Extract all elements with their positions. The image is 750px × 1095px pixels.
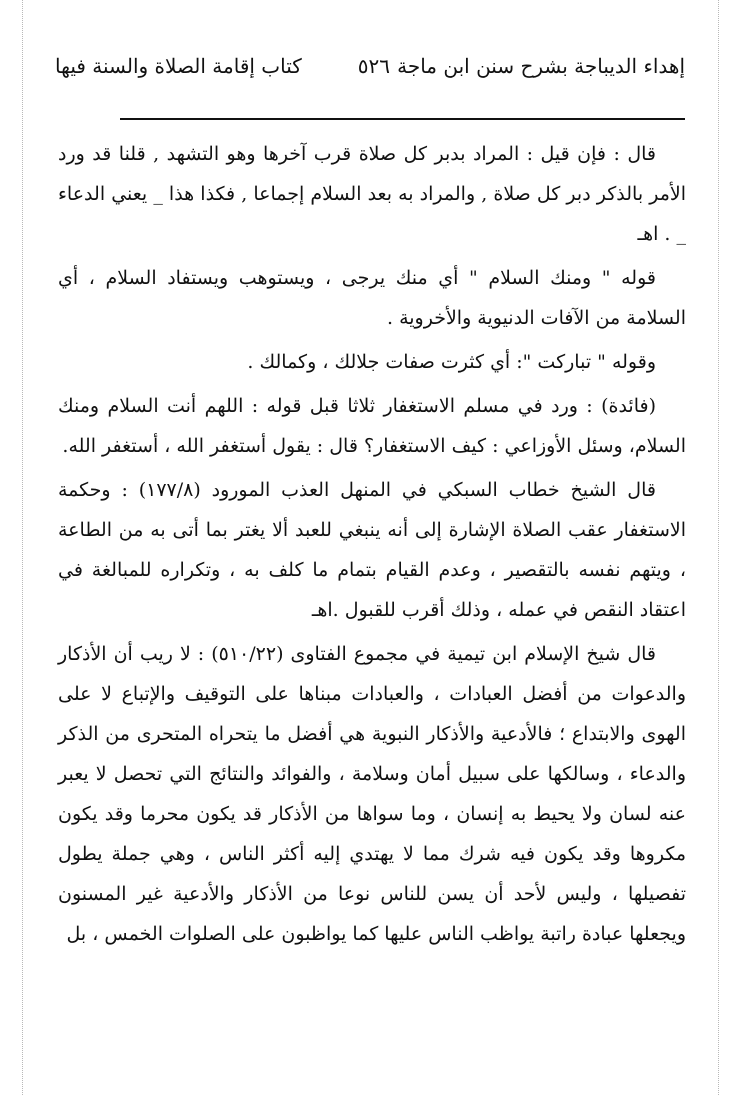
- body-text: [58, 134, 686, 958]
- paragraph-6: قال شيخ الإسلام ابن تيمية في مجموع الفتاوى (٥١٠/٢٢) : لا ريب أن الأذكار والدعوات من أفضل العبادات ، والعبادات مبناها على التوقيف والإتباع لا على الهوى والابتداع ؛ فالأدعية والأذكار النبوية هي أفضل ما يتحراه المتحرى من الذكر والدعاء ، وسالكها على سبيل أمان وسلامة ، والفوائد والنتائج التي تحصل لا يعبر عنه لسان ولا يحيط به إنسان ، وما سواها من الأذكار قد يكون محرما وقد يكون مكروها وقد يكون فيه شرك مما لا يهتدي إليه أكثر الناس ، وهي جملة يطول تفصيلها ، وليس لأحد أن يسن للناس نوعا من الأذكار والأدعية غير المسنون ويجعلها عبادة راتبة يواظب الناس عليها كما يواظبون على الصلوات الخمس ، بل: [58, 643, 686, 945]
- header-divider: [120, 118, 685, 120]
- page-header: [55, 50, 685, 86]
- paragraph-1: قال : فإن قيل : المراد بدبر كل صلاة قرب آخرها وهو التشهد , قلنا قد ورد الأمر بالذكر دبر كل صلاة , والمراد به بعد السلام إجماعا , فكذا هذا _ يعني الدعاء _ . اهـ: [58, 143, 686, 245]
- page-number: ٥٢٦: [357, 54, 390, 78]
- paragraph-2: قوله " ومنك السلام " أي منك يرجى ، ويستوهب ويستفاد السلام ، أي السلامة من الآفات الدنيوية والأخروية .: [58, 267, 686, 329]
- chapter-title: كتاب إقامة الصلاة والسنة فيها: [55, 54, 302, 78]
- book-title: إهداء الديباجة بشرح سنن ابن ماجة: [397, 54, 685, 78]
- paragraph-5: قال الشيخ خطاب السبكي في المنهل العذب المورود (١٧٧/٨) : وحكمة الاستغفار عقب الصلاة الإشارة إلى أنه ينبغي للعبد ألا يغتر بما أتى به من الطاعة ، ويتهم نفسه بالتقصير ، وعدم القيام بتمام ما كلف به ، وتكراره للمبالغة في اعتقاد النقص في عمله ، وذلك أقرب للقبول .اهـ: [58, 479, 686, 621]
- paragraph-4: (فائدة) : ورد في مسلم الاستغفار ثلاثا قبل قوله : اللهم أنت السلام ومنك السلام، وسئل الأوزاعي : كيف الاستغفار؟ قال : يقول أستغفر الله ، أستغفر الله.: [58, 395, 686, 457]
- left-margin-line: [22, 0, 23, 1095]
- paragraph-3: وقوله " تباركت ": أي كثرت صفات جلالك ، وكمالك .: [247, 351, 656, 373]
- right-margin-line: [718, 0, 719, 1095]
